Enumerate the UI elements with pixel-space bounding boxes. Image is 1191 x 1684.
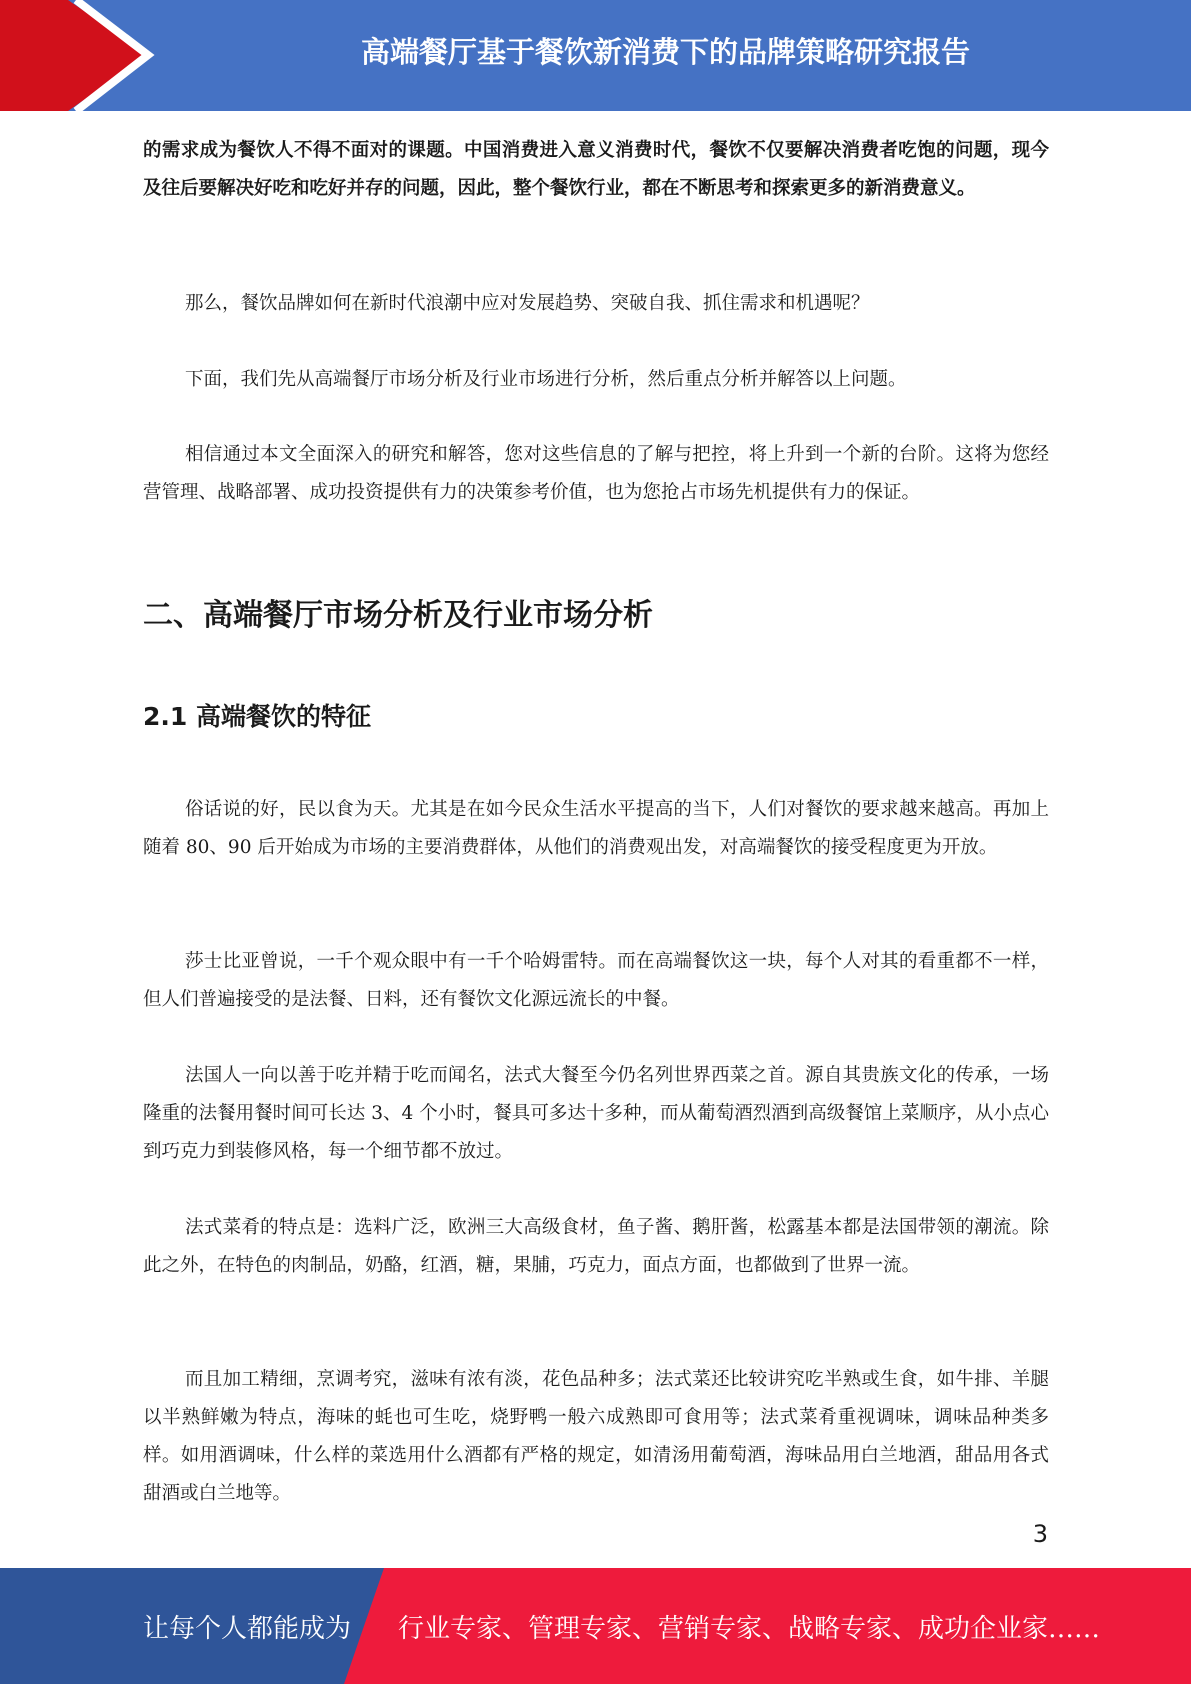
report-title: 高端餐厅基于餐饮新消费下的品牌策略研究报告 — [360, 34, 970, 69]
footer-slogan-left: 让每个人都能成为 — [143, 1613, 352, 1644]
paragraph: 下面，我们先从高端餐厅市场分析及行业市场进行分析，然后重点分析并解答以上问题。 — [185, 369, 907, 390]
paragraph: 相信通过本文全面深入的研究和解答，您对这些信息的了解与把控，将上升到一个新的台阶。这将为您经营管理、战略部署、成功投资提供有力的决策参考价值，也为您抢占市场先机提供有力的保证。 — [143, 444, 1049, 503]
page-number: 3 — [1032, 1520, 1048, 1548]
section-heading: 二、高端餐厅市场分析及行业市场分析 — [143, 598, 653, 633]
paragraph: 俗话说的好，民以食为天。尤其是在如今民众生活水平提高的当下，人们对餐饮的要求越来越高。再加上随着 80、90 后开始成为市场的主要消费群体，从他们的消费观出发，对高端餐饮的接受程度更为开放。 — [143, 799, 1049, 858]
footer-slogan-right: 行业专家、管理专家、营销专家、战略专家、成功企业家…… — [398, 1613, 1101, 1644]
page-footer — [0, 1568, 1191, 1684]
paragraph: 法国人一向以善于吃并精于吃而闻名，法式大餐至今仍名列世界西菜之首。源自其贵族文化的传承，一场隆重的法餐用餐时间可长达 3、4 个小时，餐具可多达十多种，而从葡萄酒烈酒到高级餐馆上菜顺序，从小点心到巧克力到装修风格，每一个细节都不放过。 — [143, 1065, 1049, 1162]
intro-bold-paragraph: 的需求成为餐饮人不得不面对的课题。中国消费进入意义消费时代，餐饮不仅要解决消费者吃饱的问题，现今及往后要解决好吃和吃好并存的问题，因此，整个餐饮行业，都在不断思考和探索更多的新消费意义。 — [143, 140, 1049, 199]
page-header — [0, 0, 1191, 111]
paragraph: 莎士比亚曾说，一千个观众眼中有一千个哈姆雷特。而在高端餐饮这一块，每个人对其的看重都不一样，但人们普遍接受的是法餐、日料，还有餐饮文化源远流长的中餐。 — [143, 951, 1049, 1010]
paragraph: 法式菜肴的特点是：选料广泛，欧洲三大高级食材，鱼子酱、鹅肝酱，松露基本都是法国带领的潮流。除此之外，在特色的肉制品，奶酪，红酒，糖，果脯，巧克力，面点方面，也都做到了世界一流。 — [143, 1217, 1049, 1276]
paragraph: 而且加工精细，烹调考究，滋味有浓有淡，花色品种多；法式菜还比较讲究吃半熟或生食，如牛排、羊腿以半熟鲜嫩为特点，海味的蚝也可生吃，烧野鸭一般六成熟即可食用等；法式菜肴重视调味，调味品种类多样。如用酒调味，什么样的菜选用什么酒都有严格的规定，如清汤用葡萄酒，海味品用白兰地酒，甜品用各式甜酒或白兰地等。 — [143, 1369, 1049, 1504]
subsection-heading: 2.1 高端餐饮的特征 — [143, 702, 371, 731]
paragraph: 那么，餐饮品牌如何在新时代浪潮中应对发展趋势、突破自我、抓住需求和机遇呢？ — [185, 293, 870, 314]
